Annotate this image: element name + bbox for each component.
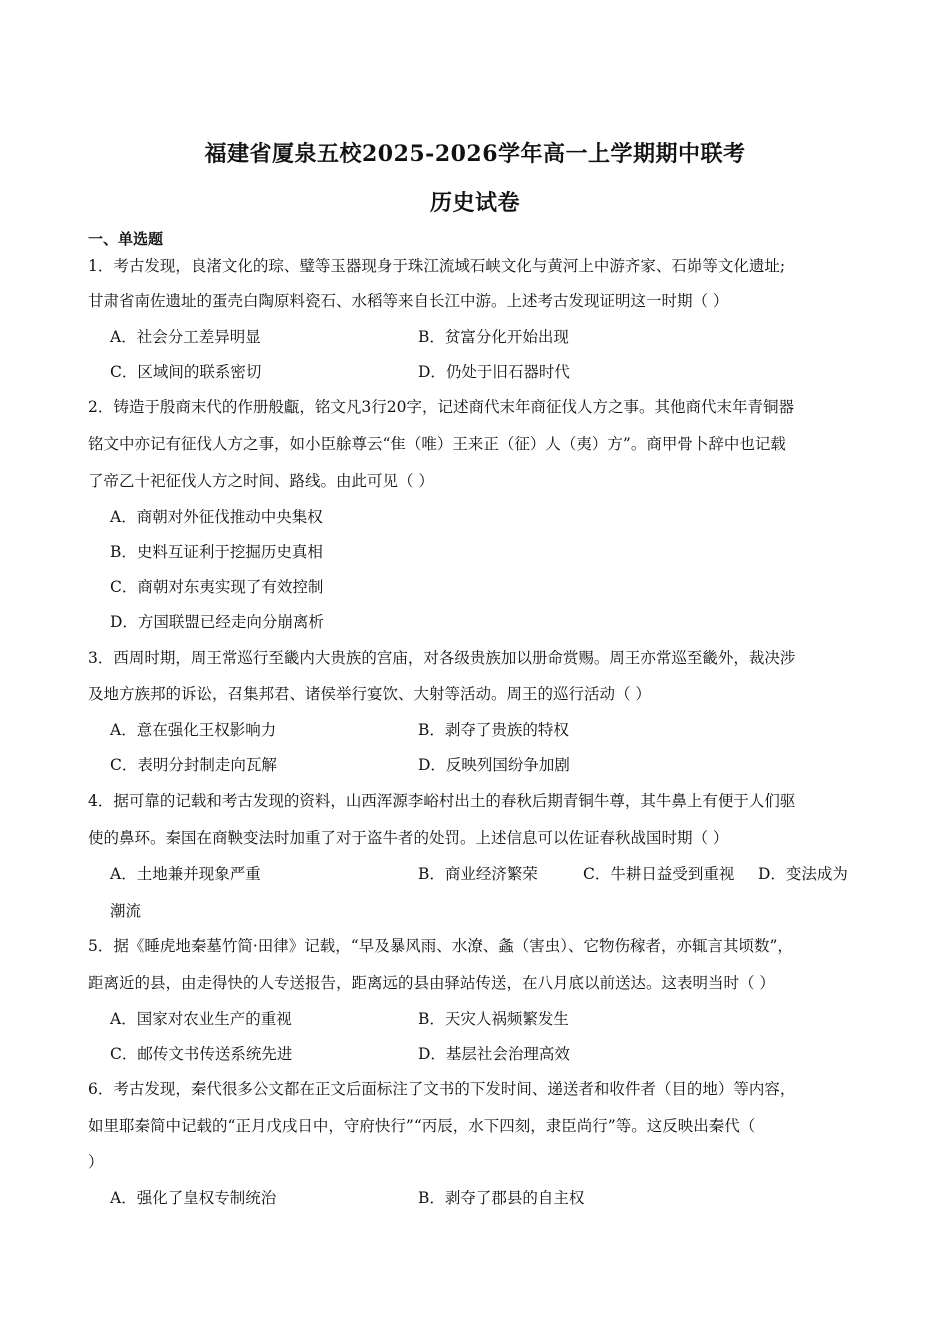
question-6-option-a: A．强化了皇权专制统治 [110,1189,277,1207]
question-2-stem-line-1: 2．铸造于殷商末代的作册般甗，铭文凡3行20字，记述商代末年商征伐人方之事。其他商代末年青铜器 [88,398,794,416]
question-6-stem-line-1: 6．考古发现，秦代很多公文都在正文后面标注了文书的下发时间、递送者和收件者（目的地）等内容， [88,1080,796,1098]
question-6-stem-line-3: ） [88,1153,104,1171]
question-4-stem-line-2: 使的鼻环。秦国在商鞅变法时加重了对于盗牛者的处罚。上述信息可以佐证春秋战国时期（ ） [88,829,729,847]
section-heading: 一、单选题 [88,230,164,248]
question-2-option-d: D．方国联盟已经走向分崩离析 [110,613,324,631]
question-4-option-c: C．牛耕日益受到重视 [583,865,735,883]
question-5-option-b: B．天灾人祸频繁发生 [418,1010,569,1028]
question-3-stem-line-1: 3．西周时期，周王常巡行至畿内大贵族的宫庙，对各级贵族加以册命赏赐。周王亦常巡至畿外，裁决涉 [88,649,796,667]
question-3-option-c: C．表明分封制走向瓦解 [110,756,277,774]
question-1-option-d: D．仍处于旧石器时代 [418,363,570,381]
question-3-option-b: B．剥夺了贵族的特权 [418,721,569,739]
question-1-option-c: C．区域间的联系密切 [110,363,262,381]
question-1-stem-line-1: 1．考古发现，良渚文化的琮、璧等玉器现身于珠江流域石峡文化与黄河上中游齐家、石峁等文化遗址; [88,257,786,275]
question-6-stem-line-2: 如里耶秦简中记载的“正月戊戌日中，守府快行”“丙辰，水下四刻，隶臣尚行”等。这反映出秦代（ [88,1117,756,1135]
question-2-option-b: B．史料互证利于挖掘历史真相 [110,543,323,561]
question-5-stem-line-1: 5．据《睡虎地秦墓竹简·田律》记载，“早及暴风雨、水潦、螽（害虫）、它物伤稼者，亦辄言其顷数”， [88,937,793,955]
question-4-option-d-wrap: 潮流 [110,902,142,920]
question-2-option-c: C．商朝对东夷实现了有效控制 [110,578,324,596]
exam-subtitle: 历史试卷 [429,190,520,216]
question-6-option-b: B．剥夺了郡县的自主权 [418,1189,585,1207]
question-5-stem-line-2: 距离近的县，由走得快的人专送报告，距离远的县由驿站传送，在八月底以前送达。这表明当时（ ） [88,974,775,992]
question-3-option-a: A．意在强化王权影响力 [110,721,277,739]
question-2-stem-line-3: 了帝乙十祀征伐人方之时间、路线。由此可见（ ） [88,472,434,490]
question-4-option-d: D．变法成为 [758,865,848,883]
question-5-option-a: A．国家对农业生产的重视 [110,1010,292,1028]
question-5-option-c: C．邮传文书传送系统先进 [110,1045,293,1063]
question-2-stem-line-2: 铭文中亦记有征伐人方之事，如小臣艅尊云“隹（唯）王来正（征）人（夷）方”。商甲骨卜辞中也记载 [88,435,786,453]
question-5-option-d: D．基层社会治理高效 [418,1045,570,1063]
exam-title: 福建省厦泉五校2025-2026学年高一上学期期中联考 [204,141,746,167]
question-4-option-b: B．商业经济繁荣 [418,865,538,883]
question-2-option-a: A．商朝对外征伐推动中央集权 [110,508,323,526]
question-3-option-d: D．反映列国纷争加剧 [418,756,570,774]
question-4-stem-line-1: 4．据可靠的记载和考古发现的资料，山西浑源李峪村出土的春秋后期青铜牛尊，其牛鼻上有便于人们驱 [88,792,796,810]
question-4-option-a: A．土地兼并现象严重 [110,865,261,883]
question-1-option-b: B．贫富分化开始出现 [418,328,569,346]
question-3-stem-line-2: 及地方族邦的诉讼，召集邦君、诸侯举行宴饮、大射等活动。周王的巡行活动（ ） [88,685,651,703]
question-1-option-a: A．社会分工差异明显 [110,328,261,346]
question-1-stem-line-2: 甘肃省南佐遗址的蛋壳白陶原料瓷石、水稻等来自长江中游。上述考古发现证明这一时期（ ） [88,292,729,310]
